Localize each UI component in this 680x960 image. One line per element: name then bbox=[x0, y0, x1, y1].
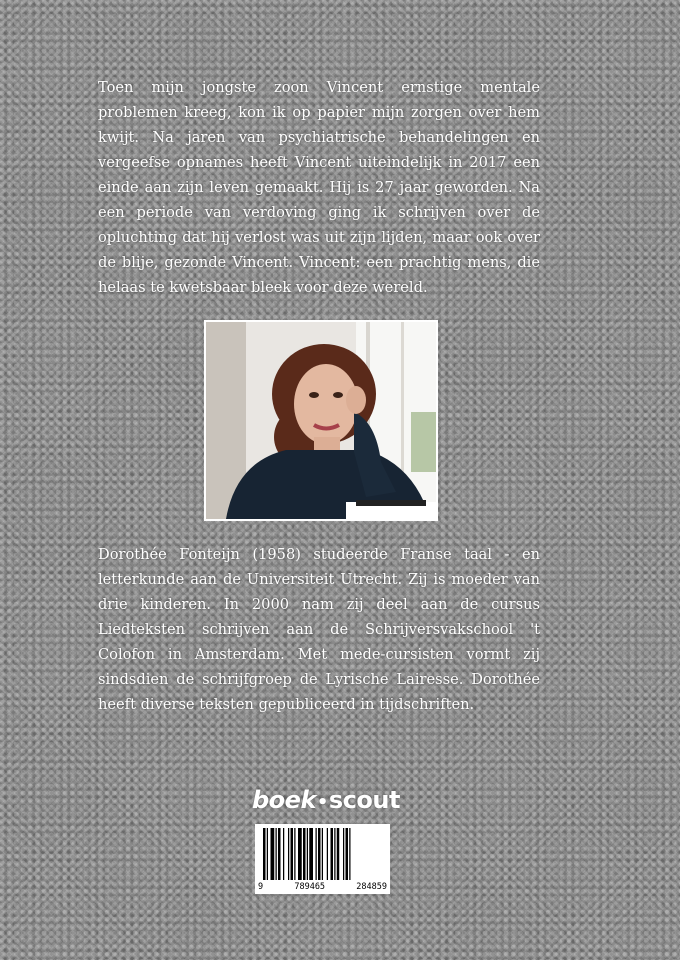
barcode-number bbox=[258, 882, 387, 892]
barcode-bar bbox=[294, 828, 295, 880]
barcode-bar bbox=[303, 828, 306, 880]
barcode-bar bbox=[276, 828, 277, 880]
barcode-bars bbox=[263, 828, 384, 880]
barcode-bar bbox=[343, 828, 344, 880]
barcode-bar bbox=[331, 828, 334, 880]
barcode-bar bbox=[278, 828, 281, 880]
barcode-bar bbox=[263, 828, 266, 880]
barcode-bar bbox=[267, 828, 268, 880]
publisher-logo-part2: scout bbox=[328, 786, 400, 814]
barcode-bar bbox=[283, 828, 284, 880]
barcode-bar bbox=[298, 828, 302, 880]
barcode-first-digit: 9 bbox=[258, 882, 264, 892]
barcode-bar bbox=[318, 828, 321, 880]
barcode-bar bbox=[271, 828, 275, 880]
publisher-logo-part1: boek bbox=[252, 786, 316, 814]
barcode-bar bbox=[288, 828, 289, 880]
barcode-bar bbox=[349, 828, 350, 880]
publisher-logo-dot: • bbox=[316, 792, 328, 813]
barcode-bar bbox=[307, 828, 308, 880]
author-photo bbox=[204, 320, 438, 521]
isbn-barcode bbox=[255, 824, 390, 894]
barcode-bar bbox=[346, 828, 349, 880]
barcode-group-2: 284859 bbox=[356, 882, 387, 892]
barcode-bar bbox=[322, 828, 323, 880]
author-bio: Dorothée Fonteijn (1958) studeerde Franse taal - en letterkunde aan de Universiteit Utrecht. Zij is moeder van drie kinderen. In 2000 nam zij deel aan de cursus Liedteksten schrijven aan de Schrijversvakschool 't Colofon in Amsterdam. Met mede-cursisten vormt zij sindsdien de schrijfgroep de Lyrische Lairesse. Dorothée heeft diverse teksten gepubliceerd in tijdschriften. bbox=[98, 545, 540, 713]
barcode-bar bbox=[337, 828, 340, 880]
barcode-bar bbox=[291, 828, 294, 880]
publisher-logo bbox=[252, 786, 400, 814]
back-cover-blurb: Toen mijn jongste zoon Vincent ernstige mentale problemen kreeg, kon ik op papier mijn zorgen over hem kwijt. Na jaren van psychiatrische behandelingen en vergeefse opnames heeft Vincent uiteindelijk in 2017 een einde aan zijn leven gemaakt. Hij is 27 jaar geworden. Na een periode van verdoving ging ik schrijven over de opluchting dat hij verlost was uit zijn lijden, maar ook over de blije, gezonde Vincent. Vincent: een prachtig mens, die helaas te kwetsbaar bleek voor deze wereld. bbox=[98, 78, 540, 296]
barcode-bar bbox=[316, 828, 317, 880]
barcode-bar bbox=[334, 828, 335, 880]
barcode-bar bbox=[309, 828, 313, 880]
barcode-bar bbox=[327, 828, 328, 880]
barcode-group-1: 789465 bbox=[294, 882, 326, 892]
